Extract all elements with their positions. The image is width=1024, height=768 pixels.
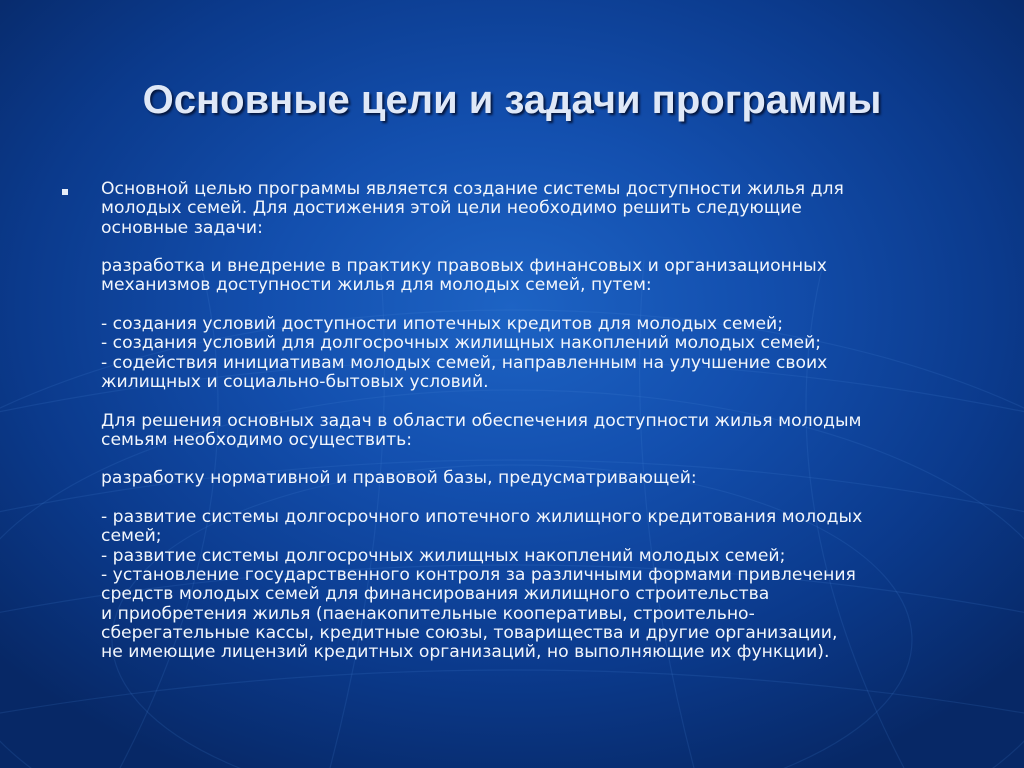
- list-item: - содействия инициативам молодых семей, направленным на улучшение своих: [101, 352, 828, 373]
- list-item: - установление государственного контроля за различными формами привлечения: [101, 564, 856, 585]
- list-item: - развитие системы долгосрочного ипотечного жилищного кредитования молодых: [101, 507, 863, 528]
- slide-body: [101, 180, 981, 682]
- text-line: и приобретения жилья (паенакопительные кооперативы, строительно-: [101, 603, 755, 624]
- text-line: разработку нормативной и правовой базы, предусматривающей:: [101, 468, 697, 489]
- text-line: семьям необходимо осуществить:: [101, 429, 413, 450]
- paragraph-legal-base: [101, 469, 981, 488]
- bullet-marker: [62, 189, 68, 195]
- list-item: - создания условий доступности ипотечных кредитов для молодых семей;: [101, 314, 783, 335]
- text-line: Для решения основных задач в области обеспечения доступности жилья молодым: [101, 410, 862, 431]
- paragraph-main-goal: [101, 180, 981, 238]
- paragraph-tasks: [101, 412, 981, 451]
- text-line: Основной целью программы является создание системы доступности жилья для: [101, 179, 844, 199]
- paragraph-measures-list: [101, 508, 981, 662]
- text-line: механизмов доступности жилья для молодых семей, путем:: [101, 275, 652, 296]
- paragraph-conditions-list: [101, 315, 981, 392]
- text-line: средств молодых семей для финансирования жилищного строительства: [101, 584, 770, 605]
- text-line: молодых семей. Для достижения этой цели необходимо решить следующие: [101, 198, 802, 219]
- text-line: жилищных и социально-бытовых условий.: [101, 371, 489, 392]
- text-line: основные задачи:: [101, 217, 263, 238]
- text-line: не имеющие лицензий кредитных организаций, но выполняющие их функции).: [101, 642, 830, 663]
- text-line: семей;: [101, 526, 162, 547]
- list-item: - создания условий для долгосрочных жилищных накоплений молодых семей;: [101, 333, 822, 354]
- paragraph-development: [101, 257, 981, 296]
- text-line: разработка и внедрение в практику правовых финансовых и организационных: [101, 256, 827, 277]
- slide-title: Основные цели и задачи программы: [142, 78, 882, 122]
- list-item: - развитие системы долгосрочных жилищных накоплений молодых семей;: [101, 545, 786, 566]
- text-line: сберегательные кассы, кредитные союзы, товарищества и другие организации,: [101, 622, 838, 643]
